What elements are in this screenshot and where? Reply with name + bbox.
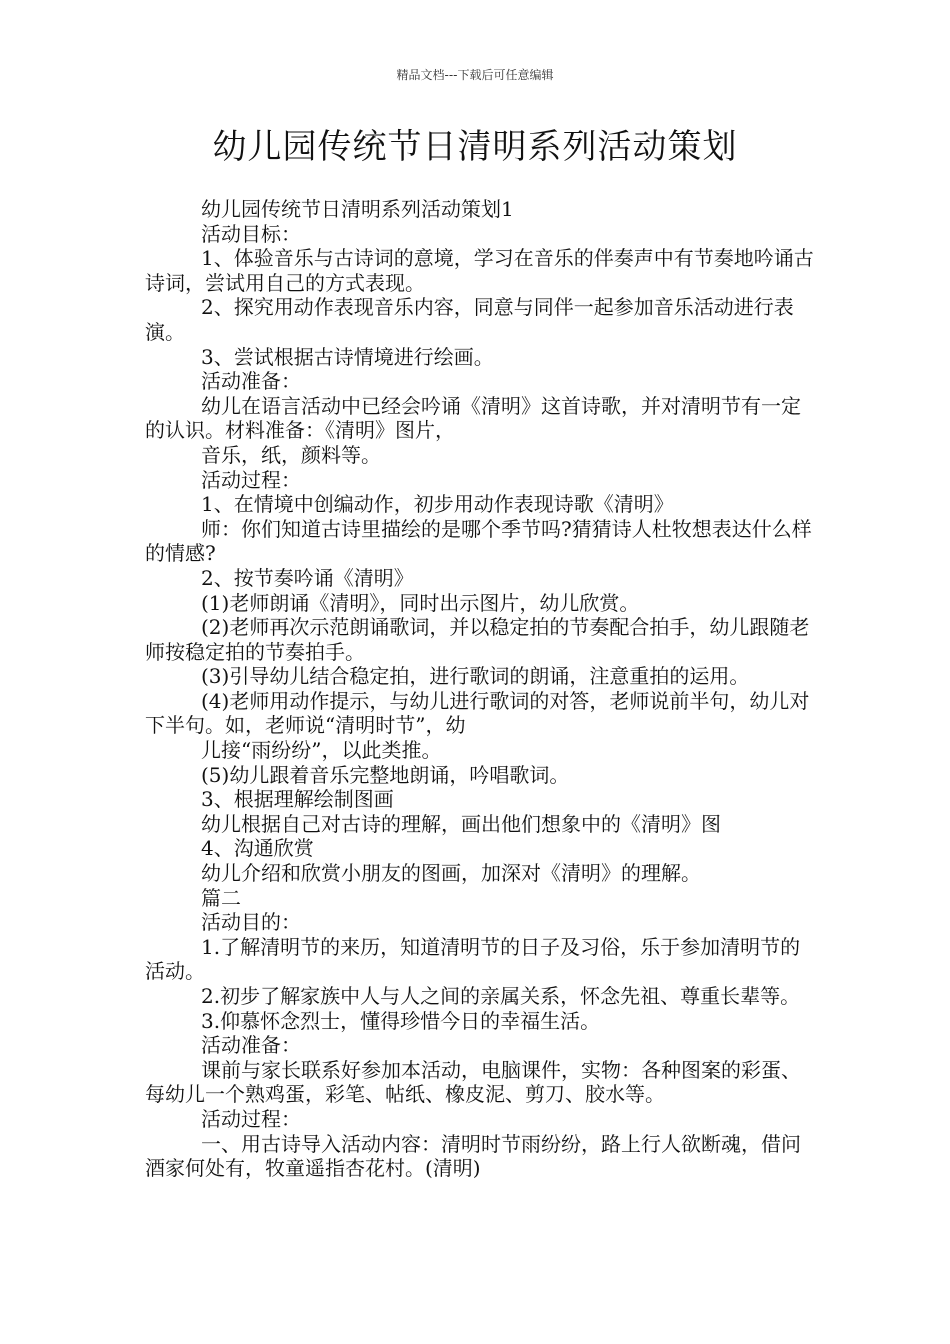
paragraph: 3.仰慕怀念烈士，懂得珍惜今日的幸福生活。 [201, 1008, 601, 1033]
paragraph: 活动目标： [201, 221, 301, 246]
paragraph: (2)老师再次示范朗诵歌词，并以稳定拍的节奏配合拍手，幼儿跟随老师按稳定拍的节奏拍手。 [145, 615, 810, 664]
paragraph: 课前与家长联系好参加本活动，电脑课件，实物：各种图案的彩蛋、每幼儿一个熟鸡蛋，彩笔、帖纸、橡皮泥、剪刀、胶水等。 [145, 1057, 801, 1107]
paragraph: 幼儿在语言活动中已经会吟诵《清明》这首诗歌，并对清明节有一定的认识。材料准备：《清明》图片， [145, 393, 801, 443]
paragraph: 活动过程： [201, 467, 301, 492]
paragraph: 1.了解清明节的来历，知道清明节的日子及习俗，乐于参加清明节的活动。 [145, 934, 801, 984]
paragraph: 3、尝试根据古诗情境进行绘画。 [201, 344, 494, 369]
paragraph: (3)引导幼儿结合稳定拍，进行歌词的朗诵，注意重拍的运用。 [201, 664, 750, 689]
paragraph: 一、用古诗导入活动内容：清明时节雨纷纷，路上行人欲断魂，借问酒家何处有，牧童遥指杏花村。(清明) [145, 1131, 801, 1181]
document-body [145, 197, 815, 1181]
paragraph: 2、探究用动作表现音乐内容，同意与同伴一起参加音乐活动进行表演。 [145, 295, 794, 344]
paragraph: (4)老师用动作提示，与幼儿进行歌词的对答，老师说前半句，幼儿对下半句。如，老师说“清明时节”，幼 [145, 688, 810, 738]
paragraph: 4、沟通欣赏 [201, 836, 314, 861]
paragraph: 1、在情境中创编动作，初步用动作表现诗歌《清明》 [201, 492, 674, 517]
paragraph: 活动准备： [201, 1033, 301, 1058]
paragraph: 1、体验音乐与古诗词的意境，学习在音乐的伴奏声中有节奏地吟诵古诗词，尝试用自己的方式表现。 [145, 246, 814, 295]
paragraph: 活动目的： [201, 910, 301, 935]
paragraph: 2.初步了解家族中人与人之间的亲属关系，怀念先祖、尊重长辈等。 [201, 984, 801, 1008]
header-note: 精品文档---下载后可任意编辑 [396, 68, 554, 82]
document-title: 幼儿园传统节日清明系列活动策划 [212, 127, 738, 167]
paragraph: 幼儿根据自己对古诗的理解，画出他们想象中的《清明》图 [201, 811, 721, 836]
paragraph: 篇二 [201, 885, 241, 910]
paragraph: 2、按节奏吟诵《清明》 [201, 565, 414, 590]
paragraph: (5)幼儿跟着音乐完整地朗诵，吟唱歌词。 [201, 762, 570, 787]
paragraph: 音乐，纸，颜料等。 [201, 442, 381, 467]
paragraph: 儿接“雨纷纷”，以此类推。 [201, 738, 442, 763]
paragraph: 幼儿园传统节日清明系列活动策划1 [201, 197, 514, 221]
paragraph: 活动准备： [201, 369, 301, 394]
paragraph: 活动过程： [201, 1106, 301, 1131]
paragraph: 3、根据理解绘制图画 [201, 787, 394, 812]
paragraph: 幼儿介绍和欣赏小朋友的图画，加深对《清明》的理解。 [201, 861, 701, 886]
paragraph: 师：你们知道古诗里描绘的是哪个季节吗?猜猜诗人杜牧想表达什么样的情感? [145, 516, 812, 566]
paragraph: (1)老师朗诵《清明》，同时出示图片，幼儿欣赏。 [201, 590, 640, 615]
